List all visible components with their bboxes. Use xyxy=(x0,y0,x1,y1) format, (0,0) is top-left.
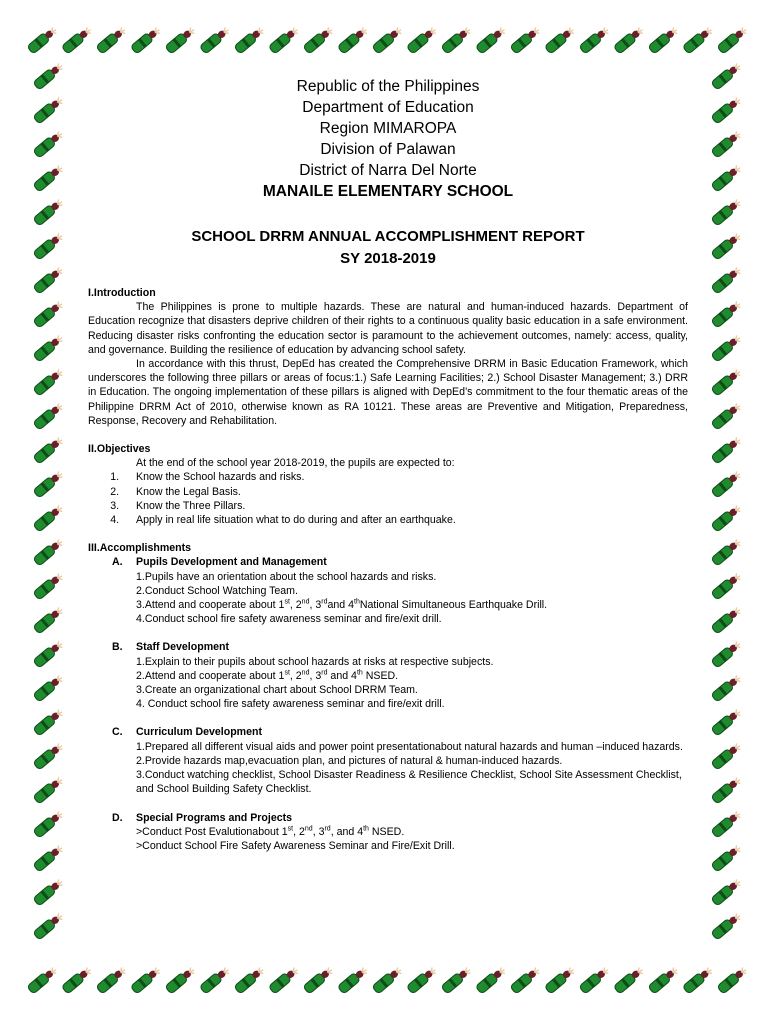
firecracker-icon xyxy=(165,25,197,54)
firecracker-icon xyxy=(372,965,404,994)
d-item-1-part: NSED. xyxy=(368,825,405,838)
firecracker-icon xyxy=(711,877,743,906)
document-page xyxy=(88,76,688,853)
firecracker-icon xyxy=(544,25,576,54)
firecracker-icon xyxy=(711,843,743,872)
school-name: MANAILE ELEMENTARY SCHOOL xyxy=(262,183,514,200)
top-border-art xyxy=(22,18,752,66)
firecracker-icon xyxy=(303,25,335,54)
firecracker-icon xyxy=(96,965,128,994)
firecracker-icon xyxy=(682,965,714,994)
firecracker-icon xyxy=(544,965,576,994)
subsection-a-letter: A. xyxy=(112,556,123,569)
ordinal-suffix: st xyxy=(287,825,294,833)
firecracker-icon xyxy=(711,265,743,294)
firecracker-icon xyxy=(406,965,438,994)
firecracker-icon xyxy=(711,469,743,498)
firecracker-icon xyxy=(711,163,743,192)
firecracker-icon xyxy=(33,775,65,804)
b-item-2-part: and 4 xyxy=(327,669,357,682)
firecracker-icon xyxy=(61,25,93,54)
firecracker-icon xyxy=(234,25,266,54)
header-line-2: Department of Education xyxy=(302,99,474,116)
c-item-1: 1.Prepared all different visual aids and power point presentationabout natural hazards and human –induced hazards. xyxy=(136,740,683,753)
header-line-4: Division of Palawan xyxy=(320,141,456,158)
firecracker-icon xyxy=(711,809,743,838)
b-item-3: 3.Create an organizational chart about School DRRM Team. xyxy=(136,684,418,697)
firecracker-icon xyxy=(579,25,611,54)
firecracker-icon xyxy=(268,965,300,994)
c-item-2: 2.Provide hazards map,evacuation plan, and pictures of natural & human-induced hazards. xyxy=(136,754,563,767)
firecracker-icon xyxy=(682,25,714,54)
firecracker-icon xyxy=(33,809,65,838)
subsection-d-letter: D. xyxy=(112,811,123,824)
b-item-4: 4. Conduct school fire safety awareness seminar and fire/exit drill. xyxy=(136,698,445,711)
firecracker-icon xyxy=(33,299,65,328)
title-line-1: SCHOOL DRRM ANNUAL ACCOMPLISHMENT REPORT xyxy=(191,228,585,245)
firecracker-icon xyxy=(234,965,266,994)
subsection-d-title: Special Programs and Projects xyxy=(136,811,293,824)
firecracker-icon xyxy=(33,503,65,532)
firecracker-icon xyxy=(61,965,93,994)
firecracker-icon xyxy=(648,25,680,54)
firecracker-icon xyxy=(130,965,162,994)
firecracker-icon xyxy=(711,673,743,702)
firecracker-icon xyxy=(475,25,507,54)
ordinal-suffix: nd xyxy=(301,669,310,677)
firecracker-icon xyxy=(268,25,300,54)
firecracker-icon xyxy=(33,333,65,362)
firecracker-icon xyxy=(711,605,743,634)
accomplishments-heading: III.Accomplishments xyxy=(88,542,192,555)
firecracker-icon xyxy=(711,333,743,362)
b-item-2-part: , 3 xyxy=(309,669,322,682)
firecracker-icon xyxy=(711,571,743,600)
subsection-a-title: Pupils Development and Management xyxy=(136,556,327,569)
header-line-5: District of Narra Del Norte xyxy=(299,162,477,179)
firecracker-icon xyxy=(33,129,65,158)
ordinal-suffix: th xyxy=(356,669,363,677)
firecracker-icon xyxy=(33,571,65,600)
ordinal-suffix: st xyxy=(284,669,290,677)
d-item-1-part: >Conduct Post Evalutionabout 1 xyxy=(136,825,288,838)
report-title xyxy=(88,226,688,270)
a-item-3 xyxy=(88,598,688,612)
ordinal-suffix: st xyxy=(284,598,290,606)
firecracker-icon xyxy=(33,537,65,566)
firecracker-icon xyxy=(33,61,65,90)
d-item-1-part: , and 4 xyxy=(330,825,364,838)
firecracker-icon xyxy=(613,965,645,994)
d-item-1-part: , 3 xyxy=(312,825,325,838)
ordinal-suffix: th xyxy=(354,598,360,606)
firecracker-icon xyxy=(33,741,65,770)
subsection-d-heading xyxy=(88,811,688,825)
firecracker-icon xyxy=(372,25,404,54)
objective-item: 3. Know the Three Pillars. xyxy=(122,499,688,513)
firecracker-icon xyxy=(510,965,542,994)
firecracker-icon xyxy=(33,673,65,702)
objectives-lead: At the end of the school year 2018-2019, the pupils are expected to: xyxy=(136,457,455,470)
subsection-c-letter: C. xyxy=(112,726,123,739)
firecracker-icon xyxy=(510,25,542,54)
firecracker-icon xyxy=(717,965,749,994)
ordinal-suffix: nd xyxy=(304,825,313,833)
firecracker-icon xyxy=(33,367,65,396)
firecracker-icon xyxy=(33,197,65,226)
firecracker-icon xyxy=(199,965,231,994)
bottom-border-art xyxy=(22,958,752,1006)
subsection-a-heading xyxy=(88,555,688,569)
a-item-4: 4.Conduct school fire safety awareness seminar and fire/exit drill. xyxy=(136,613,442,626)
firecracker-icon xyxy=(33,231,65,260)
firecracker-icon xyxy=(27,25,59,54)
intro-paragraph-2: In accordance with this thrust, DepEd has created the Comprehensive DRRM in Basic Education Framework, which underscores the following three pillars or areas of focus:1.) Safe Learning Facilities; 2.) School Disaster Management; 3.) DRR in Education. The ongoing implementation of these pillars is aligned with DepEd’s commitment to the four thematic areas of the Philippine DRRM Act of 2010, otherwise known as RA 10121. These areas are Preventive and Mitigation, Preparedness, Response, Recovery and Rehabilitation. xyxy=(88,358,688,427)
firecracker-icon xyxy=(711,911,743,940)
firecracker-icon xyxy=(33,401,65,430)
left-border xyxy=(20,60,72,960)
d-item-2: >Conduct School Fire Safety Awareness Seminar and Fire/Exit Drill. xyxy=(136,839,455,852)
firecracker-icon xyxy=(711,401,743,430)
objective-item: 1. Know the School hazards and risks. xyxy=(122,470,688,484)
firecracker-icon xyxy=(199,25,231,54)
firecracker-icon xyxy=(711,231,743,260)
firecracker-icon xyxy=(406,25,438,54)
firecracker-icon xyxy=(648,965,680,994)
a-item-2: 2.Conduct School Watching Team. xyxy=(136,584,298,597)
objective-item: 2. Know the Legal Basis. xyxy=(122,485,688,499)
right-border xyxy=(698,60,750,960)
objectives-heading: II.Objectives xyxy=(88,443,151,456)
firecracker-icon xyxy=(27,965,59,994)
firecracker-icon xyxy=(33,469,65,498)
subsection-c-title: Curriculum Development xyxy=(136,726,262,739)
firecracker-icon xyxy=(711,707,743,736)
bottom-border xyxy=(22,958,752,1006)
firecracker-icon xyxy=(711,435,743,464)
firecracker-icon xyxy=(711,367,743,396)
firecracker-icon xyxy=(711,299,743,328)
firecracker-icon xyxy=(33,707,65,736)
b-item-1: 1.Explain to their pupils about school hazards at risks at respective subjects. xyxy=(136,655,494,668)
firecracker-icon xyxy=(337,25,369,54)
firecracker-icon xyxy=(613,25,645,54)
d-item-1 xyxy=(88,825,688,839)
firecracker-icon xyxy=(33,95,65,124)
firecracker-icon xyxy=(165,965,197,994)
firecracker-icon xyxy=(711,639,743,668)
firecracker-icon xyxy=(441,25,473,54)
firecracker-icon xyxy=(475,965,507,994)
report-body xyxy=(88,286,688,853)
ordinal-suffix: nd xyxy=(301,598,310,606)
right-border-art xyxy=(698,60,750,960)
top-border xyxy=(22,18,752,66)
a-item-3-part: , 3 xyxy=(309,599,322,612)
a-item-3-part: 3.Attend and cooperate about 1 xyxy=(136,599,285,612)
firecracker-icon xyxy=(711,95,743,124)
firecracker-icon xyxy=(337,965,369,994)
firecracker-icon xyxy=(33,605,65,634)
b-item-2-part: , 2 xyxy=(289,669,302,682)
subsection-b-letter: B. xyxy=(112,641,123,654)
firecracker-icon xyxy=(33,911,65,940)
firecracker-icon xyxy=(717,25,749,54)
title-line-2: SY 2018-2019 xyxy=(340,250,436,267)
firecracker-icon xyxy=(711,197,743,226)
firecracker-icon xyxy=(711,741,743,770)
header-line-1: Republic of the Philippines xyxy=(296,78,480,95)
firecracker-icon xyxy=(33,265,65,294)
a-item-3-part: , 2 xyxy=(289,599,302,612)
firecracker-icon xyxy=(711,503,743,532)
ordinal-suffix: rd xyxy=(321,598,328,606)
firecracker-icon xyxy=(579,965,611,994)
intro-heading: I.Introduction xyxy=(88,287,156,299)
firecracker-icon xyxy=(711,775,743,804)
ordinal-suffix: rd xyxy=(324,825,331,833)
a-item-1: 1.Pupils have an orientation about the school hazards and risks. xyxy=(136,570,437,583)
left-border-art xyxy=(20,60,72,960)
firecracker-icon xyxy=(441,965,473,994)
firecracker-icon xyxy=(303,965,335,994)
firecracker-icon xyxy=(711,129,743,158)
subsection-b-heading xyxy=(88,640,688,654)
firecracker-icon xyxy=(711,61,743,90)
c-item-3: 3.Conduct watching checklist, School Disaster Readiness & Resilience Checklist, School Site Assessment Checklist, and School Building Safety Checklist. xyxy=(136,769,682,796)
subsection-b-title: Staff Development xyxy=(136,641,230,654)
firecracker-icon xyxy=(33,639,65,668)
b-item-2-part: NSED. xyxy=(362,669,399,682)
header-line-3: Region MIMAROPA xyxy=(319,120,457,137)
ordinal-suffix: rd xyxy=(321,669,328,677)
subsection-c-heading xyxy=(88,725,688,739)
firecracker-icon xyxy=(130,25,162,54)
ordinal-suffix: th xyxy=(363,825,369,833)
a-item-3-part: and 4 xyxy=(327,599,354,612)
letterhead xyxy=(88,76,688,202)
b-item-2 xyxy=(88,669,688,683)
firecracker-icon xyxy=(33,163,65,192)
d-item-1-part: , 2 xyxy=(293,825,305,838)
firecracker-icon xyxy=(711,537,743,566)
firecracker-icon xyxy=(96,25,128,54)
firecracker-icon xyxy=(33,435,65,464)
intro-paragraph-1: The Philippines is prone to multiple hazards. These are natural and human-induced hazards. Department of Education recognize that disasters deprive children of their rights to a continuous quality basic education in a safe environment. Reducing disaster risks confronting the education sector is paramount to the achievement outcomes, namely: access, quality, and governance. Building the resilience of education by advancing school safety. xyxy=(88,301,688,356)
b-item-2-part: 2.Attend and cooperate about 1 xyxy=(136,669,285,682)
firecracker-icon xyxy=(33,843,65,872)
firecracker-icon xyxy=(33,877,65,906)
objectives-list xyxy=(88,470,688,527)
a-item-3-part: National Simultaneous Earthquake Drill. xyxy=(359,599,548,612)
objective-item: 4. Apply in real life situation what to do during and after an earthquake. xyxy=(122,513,688,527)
